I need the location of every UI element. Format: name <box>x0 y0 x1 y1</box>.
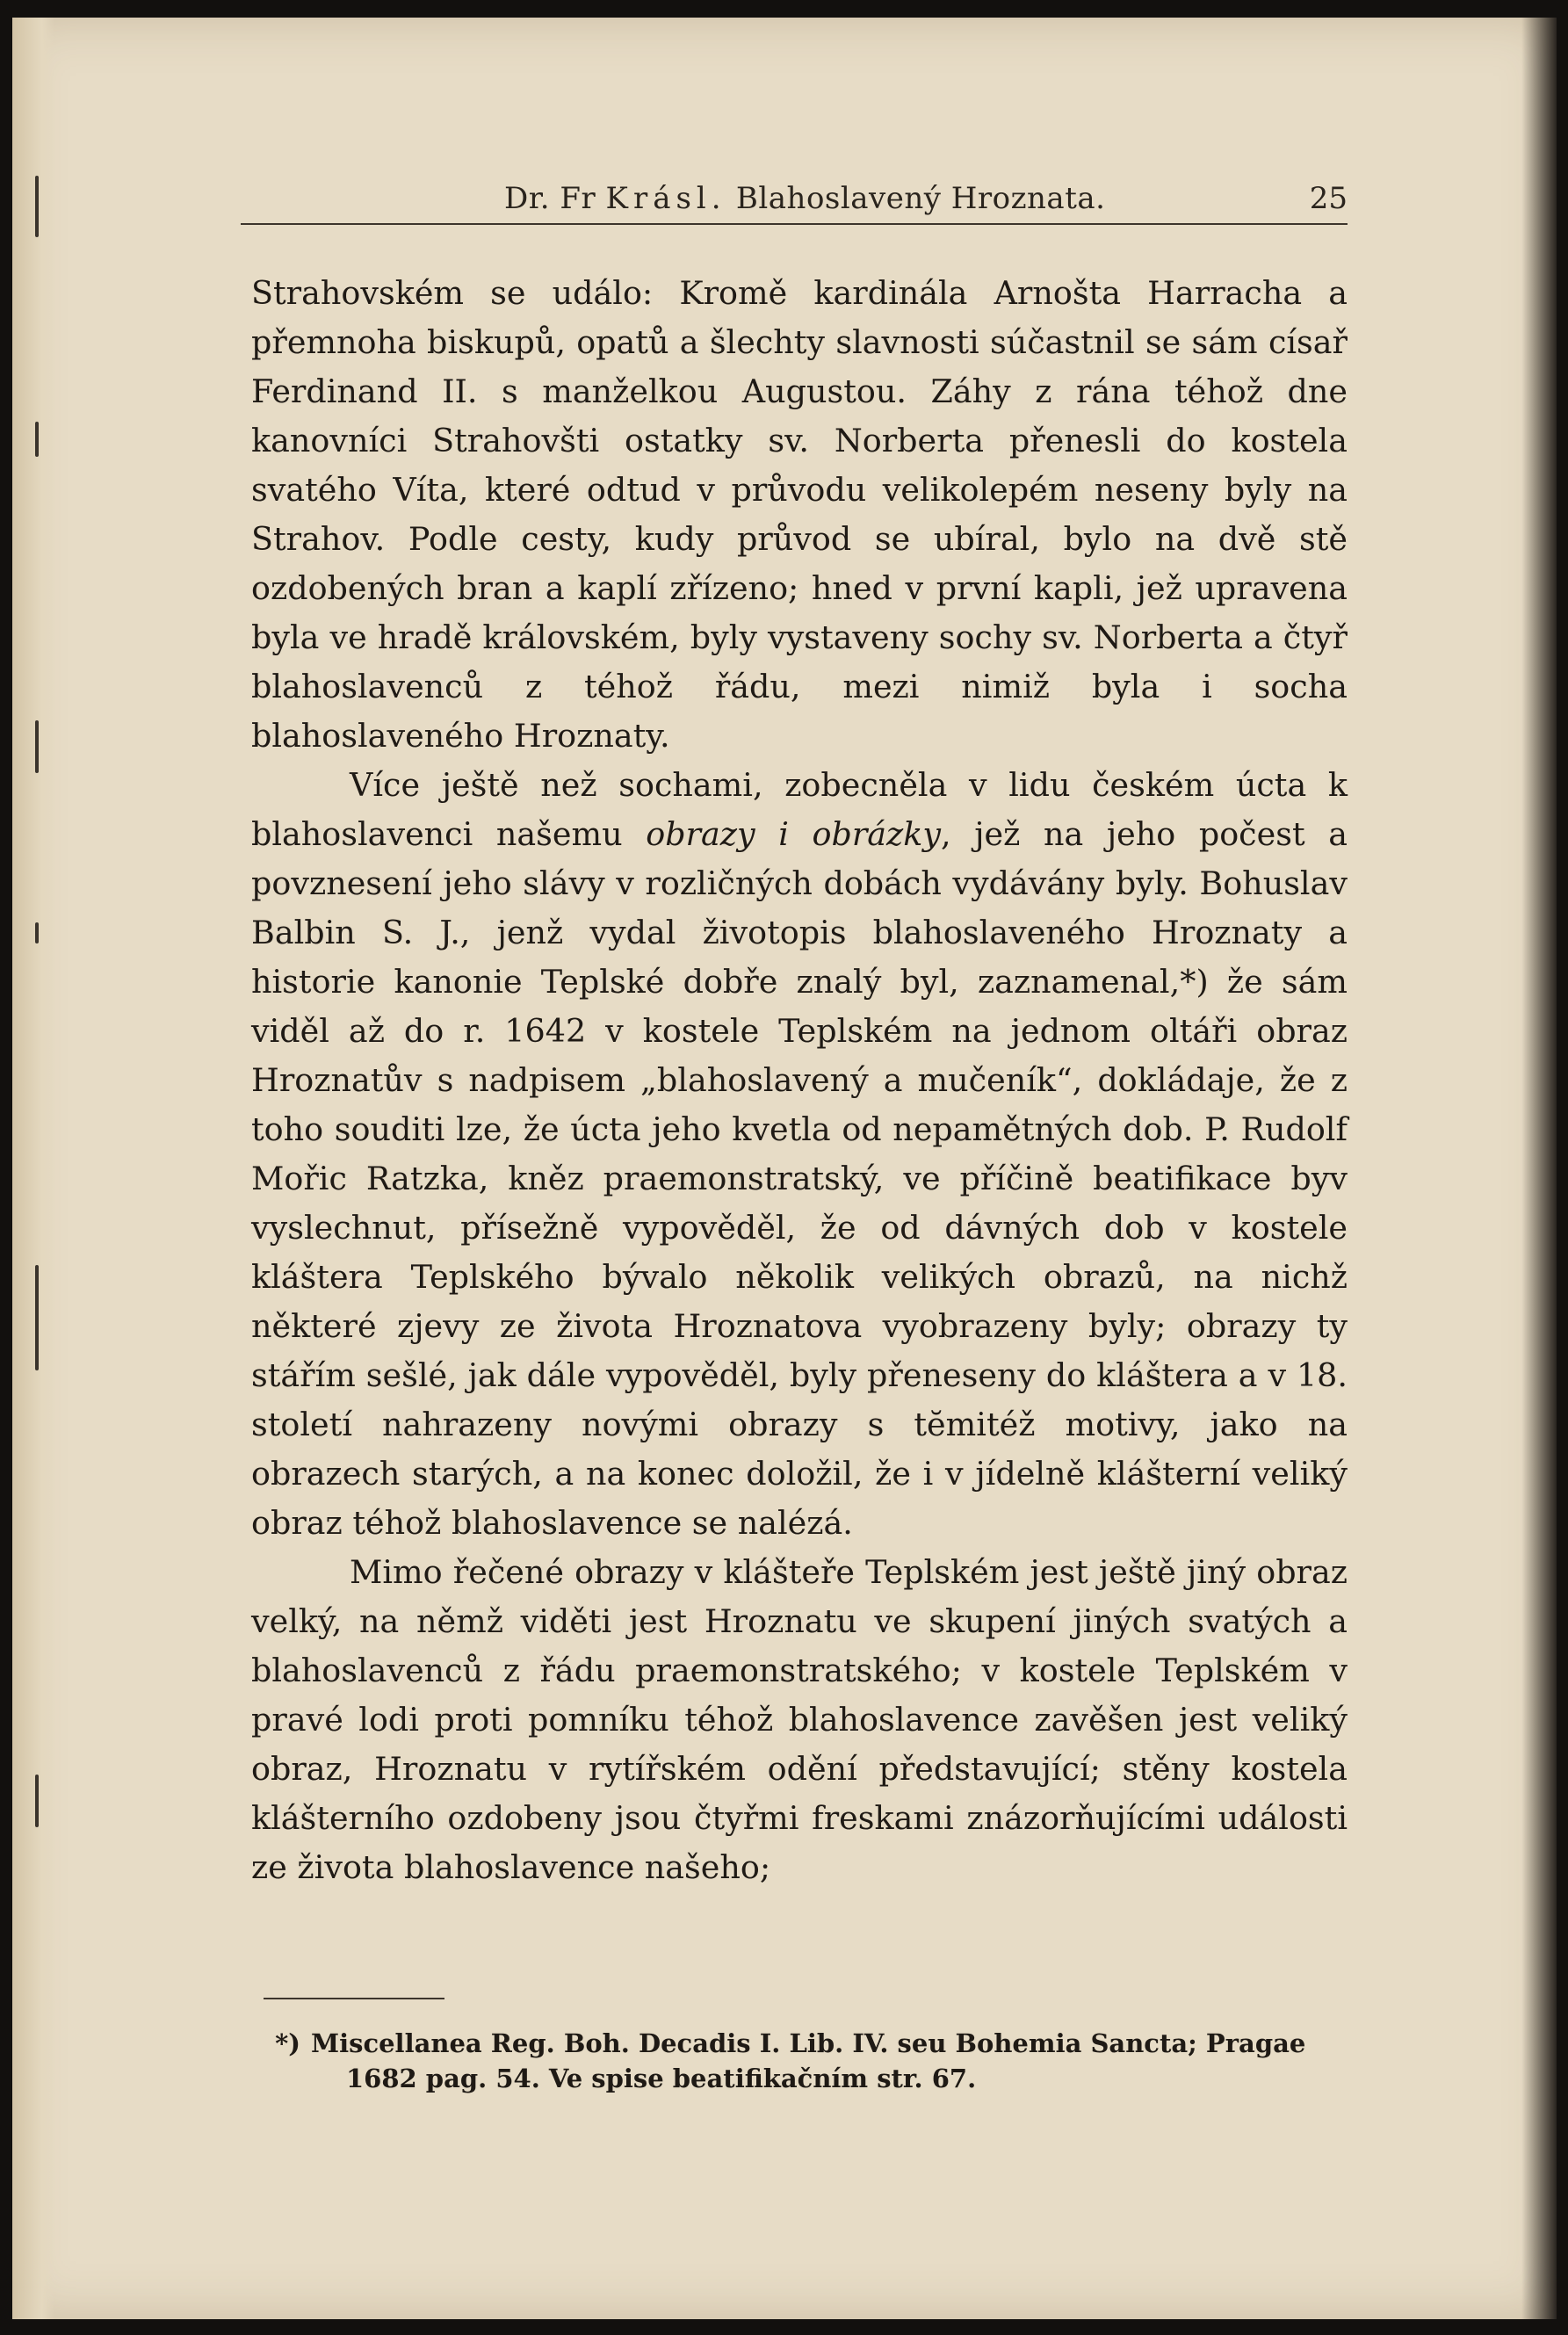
page-gutter <box>12 18 54 2319</box>
footnote-line-1 <box>251 2026 1358 2061</box>
author-prefix: Dr. Fr <box>504 181 606 216</box>
margin-mark <box>35 422 39 457</box>
margin-mark <box>35 720 39 773</box>
footnote-text-1: Miscellanea Reg. Boh. Decadis I. Lib. IV. seu Bohemia Sancta; Pragae <box>311 2028 1306 2058</box>
running-head <box>241 172 1348 228</box>
running-head-title <box>504 181 1105 216</box>
paragraph-3: Mimo řečené obrazy v klášteře Teplském jest ještě jiný obraz velký, na němž viděti jest Hroznatu ve skupení jiných svatých a blahoslavenců z řádu praemonstratského; v kostele Teplském v pravé lodi proti pomníku téhož blahoslavence zavěšen jest veliký obraz, Hroznatu v rytířském odění představující; stěny kostela klášterního ozdobeny jsou čtyřmi freskami znázorňujícími události ze života blahoslavence našeho; <box>251 1553 1348 1886</box>
page-number: 25 <box>1309 181 1348 216</box>
footnote <box>251 2026 1358 2096</box>
paragraph-2-rest: , jež na jeho počest a povznesení jeho slávy v rozličných dobách vydávány byly. Bohuslav Balbin S. J., jenž vydal životopis blahoslaveného Hroznaty a historie kanonie Teplské dobře znalý byl, zaznamenal,*) že sám viděl až do r. 1642 v kostele Teplském na jednom oltáři obraz Hroznatův s nadpisem „blahoslavený a mučeník“, dokládaje, že z toho souditi lze, že úcta jeho kvetla od nepamětných dob. P. Rudolf Mořic Ratzka, kněz praemonstratský, ve příčině beatifikace byv vyslechnut, přísežně vypověděl, že od dávných dob v kostele kláštera Teplského bývalo několik velikých obrazů, na nichž některé zjevy ze života Hroznatova vyobrazeny byly; obrazy ty stářím sešlé, jak dále vypověděl, byly přeneseny do kláštera a v 18. století nahrazeny novými obrazy s tĕmitéž motivy, jako na obrazech starých, a na konec doložil, že i v jídelně klášterní veliký obraz téhož blahoslavence se nalézá. <box>251 815 1348 1542</box>
footnote-mark: *) <box>275 2028 300 2058</box>
footnote-line-2: 1682 pag. 54. Ve spise beatifikačním str. 67. <box>346 2064 977 2093</box>
footnote-rule <box>264 1998 444 1999</box>
paragraph-2-start: Více ještě než sochami, zobecněla v lidu českém úcta k blahoslavenci našemu <box>251 766 1348 853</box>
paragraph-1: Strahovském se událo: Kromě kardinála Arnošta Harracha a přemnoha biskupů, opatů a šlechty slavnosti súčastnil se sám císař Ferdinand II. s manželkou Augustou. Záhy z rána téhož dne kanovníci Strahovšti ostatky sv. Norberta přenesli do kostela svatého Víta, které odtud v průvodu velikolepém neseny byly na Strahov. Podle cesty, kudy průvod se ubíral, bylo na dvě stě ozdobených bran a kaplí zřízeno; hned v první kapli, jež upravena byla ve hradě královském, byly vystaveny sochy sv. Norberta a čtyř blahoslavenců z téhož řádu, mezi nimiž byla i socha blahoslaveného Hroznaty. <box>251 274 1348 755</box>
author-surname: Krásl. <box>605 181 726 216</box>
margin-mark <box>35 922 39 943</box>
margin-mark <box>35 1775 39 1827</box>
margin-mark <box>35 176 39 237</box>
margin-mark <box>35 1265 39 1370</box>
book-title: Blahoslavený Hroznata. <box>726 181 1106 216</box>
paragraph-2-emphasis: obrazy i obrázky <box>646 815 942 853</box>
page-edge-shadow <box>1521 18 1557 2319</box>
scanned-page <box>12 18 1557 2319</box>
body-text <box>251 269 1348 1892</box>
paragraph-2 <box>251 761 1348 1548</box>
header-rule <box>241 223 1348 225</box>
